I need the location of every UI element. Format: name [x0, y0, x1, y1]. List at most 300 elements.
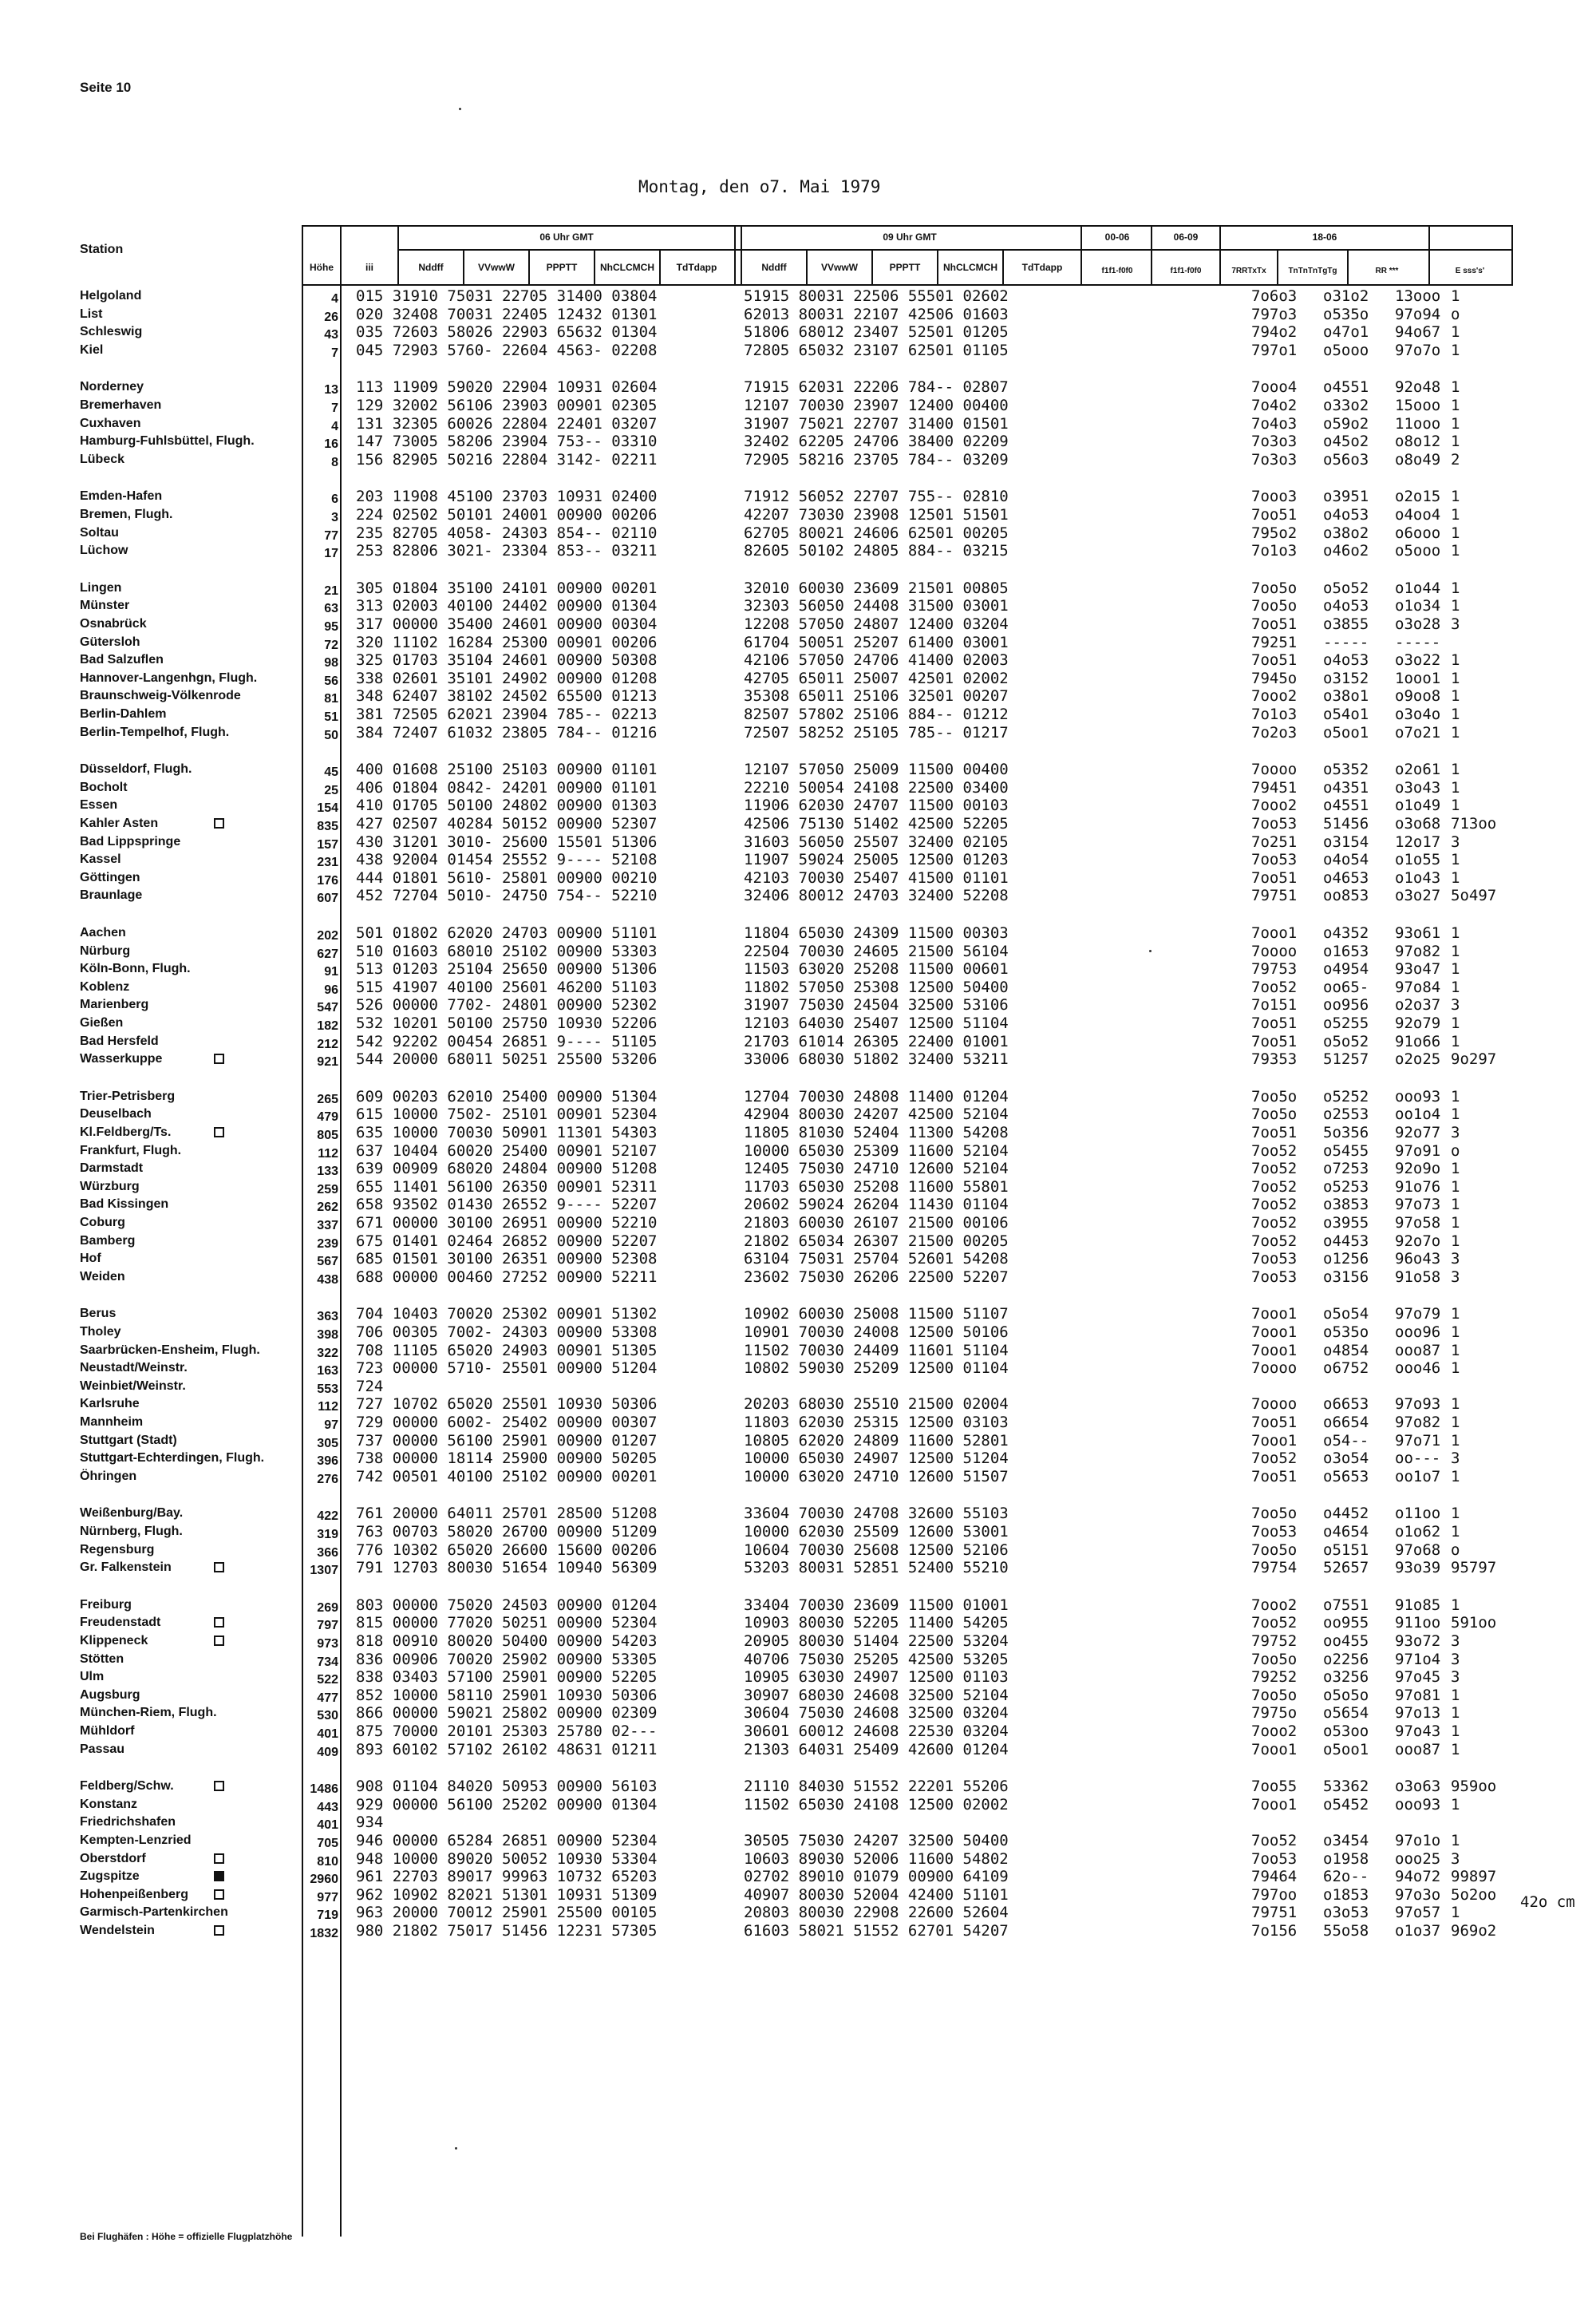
station-name: Köln-Bonn, Flugh.	[80, 962, 191, 976]
obs-06-group: 410 01705 50100 24802 00900 01303	[356, 797, 658, 815]
obs-r3: o11oo	[1395, 1505, 1441, 1523]
obs-09-group: 21303 64031 25409 42600 01204	[744, 1740, 1009, 1758]
station-name: Bad Lippspringe	[80, 834, 181, 848]
obs-r1: 7o6o3	[1251, 287, 1298, 305]
station-name: Feldberg/Schw.	[80, 1779, 174, 1794]
station-name: Mannheim	[80, 1415, 144, 1429]
obs-r3: 91o85	[1395, 1596, 1441, 1614]
station-row	[0, 323, 1596, 341]
obs-r4: 1	[1451, 1087, 1460, 1105]
station-height: 63	[324, 602, 338, 616]
obs-r1: 7ooo3	[1251, 488, 1298, 506]
obs-06-group: 685 01501 30100 26351 00900 52308	[356, 1250, 658, 1268]
obs-06-group: 427 02507 40284 50152 00900 52307	[356, 815, 658, 833]
grid-line	[741, 225, 742, 286]
station-header-label: Station	[80, 243, 124, 256]
obs-09-group: 72507 58252 25105 785-- 01217	[744, 723, 1009, 742]
station-row	[0, 1832, 1596, 1849]
col06-nddff: Nddff	[418, 262, 444, 273]
obs-r3: o3o4o	[1395, 706, 1441, 723]
obs-r4: 1	[1451, 978, 1460, 996]
station-height: 322	[317, 1346, 338, 1360]
station-row	[0, 1359, 1596, 1377]
obs-r4: 2	[1451, 450, 1460, 469]
col06-dewpoint: TdTdapp	[676, 262, 717, 273]
obs-r3: o1o44	[1395, 579, 1441, 597]
station-name: Coburg	[80, 1216, 125, 1229]
obs-09-group: 22504 70030 24605 21500 56104	[744, 942, 1009, 960]
station-row	[0, 1378, 1596, 1395]
obs-06-group: 637 10404 60020 25400 00901 52107	[356, 1141, 658, 1160]
station-height: 835	[317, 820, 338, 833]
obs-r2: o6653	[1323, 1395, 1369, 1414]
obs-r2: o6752	[1323, 1359, 1369, 1378]
obs-r2: o1256	[1323, 1250, 1369, 1268]
station-name: Kassel	[80, 852, 121, 867]
obs-r1: 79754	[1251, 1559, 1298, 1577]
obs-06-group: 934	[356, 1813, 384, 1832]
station-row	[0, 651, 1596, 669]
station-height: 1307	[310, 1564, 338, 1578]
col-r1-header: 00-06	[1104, 231, 1130, 243]
obs-09-group: 30505 75030 24207 32500 50400	[744, 1832, 1009, 1849]
obs-r2: o5151	[1323, 1541, 1369, 1559]
obs-06-group: 015 31910 75031 22705 31400 03804	[356, 287, 658, 305]
obs-09-group: 21110 84030 51552 22201 55206	[744, 1778, 1009, 1796]
station-height: 607	[317, 892, 338, 906]
station-height: 265	[317, 1092, 338, 1106]
obs-06-group: 852 10000 58110 25901 10930 50306	[356, 1686, 658, 1704]
station-row	[0, 670, 1596, 687]
obs-r1: 7ooo2	[1251, 797, 1298, 815]
obs-r1: 7o4o3	[1251, 414, 1298, 433]
obs-06-group: 708 11105 65020 24903 00901 51305	[356, 1341, 658, 1359]
obs-r4: 1	[1451, 1704, 1460, 1723]
station-name: Braunschweig-Völkenrode	[80, 689, 241, 703]
station-height: 409	[317, 1745, 338, 1759]
obs-r4: 1	[1451, 1795, 1460, 1813]
station-name: Bremen, Flugh.	[80, 508, 173, 521]
station-row	[0, 996, 1596, 1014]
obs-06-group: 635 10000 70030 50901 11301 54303	[356, 1124, 658, 1141]
obs-09-group: 10902 60030 25008 11500 51107	[744, 1305, 1009, 1323]
obs-r3: 93o47	[1395, 960, 1441, 979]
obs-09-group: 63104 75031 25704 52601 54208	[744, 1250, 1009, 1268]
obs-09-group: 11703 65030 25208 11600 55801	[744, 1177, 1009, 1196]
obs-09-group: 51915 80031 22506 55501 02602	[744, 287, 1009, 305]
obs-09-group: 35308 65011 25106 32501 00207	[744, 687, 1009, 706]
station-row	[0, 1414, 1596, 1431]
obs-r1: 79353	[1251, 1050, 1298, 1069]
obs-r3: oo1o7	[1395, 1467, 1441, 1485]
obs-r2: o3156	[1323, 1268, 1369, 1286]
grid-line	[397, 225, 399, 286]
obs-r2: o5o52	[1323, 579, 1369, 597]
obs-09-group: 53203 80031 52851 52400 55210	[744, 1559, 1009, 1577]
obs-r4: 3	[1451, 1632, 1460, 1650]
station-height: 401	[317, 1818, 338, 1833]
station-row	[0, 1559, 1596, 1576]
obs-r1: 7945o	[1251, 669, 1298, 687]
obs-r3: o2o37	[1395, 996, 1441, 1015]
obs-r4: 3	[1451, 996, 1460, 1015]
obs-r2: 62o--	[1323, 1868, 1369, 1886]
obs-09-group: 82605 50102 24805 884-- 03215	[744, 542, 1009, 560]
station-row	[0, 1323, 1596, 1341]
obs-r2: o47o1	[1323, 323, 1369, 342]
obs-06-group: 515 41907 40100 25601 46200 51103	[356, 978, 658, 996]
station-height: 438	[317, 1272, 338, 1287]
station-name: Bremerhaven	[80, 398, 162, 412]
station-row	[0, 1305, 1596, 1323]
obs-r2: o1958	[1323, 1849, 1369, 1868]
obs-r1: 7ooo1	[1251, 1740, 1298, 1758]
obs-r1: 7oo51	[1251, 1015, 1298, 1032]
footnote: Bei Flughäfen : Höhe = offizielle Flugplatzhöhe	[80, 2231, 293, 2242]
obs-09-group: 21802 65034 26307 21500 00205	[744, 1232, 1009, 1250]
station-height: 567	[317, 1255, 338, 1269]
obs-r4: 1	[1451, 1305, 1460, 1323]
obs-r4: 1	[1451, 1904, 1460, 1922]
station-name: Schleswig	[80, 325, 143, 339]
obs-r3: 97o1o	[1395, 1832, 1441, 1849]
station-name: Kahler Asten	[80, 817, 159, 830]
station-row	[0, 524, 1596, 542]
obs-r1: 797o1	[1251, 341, 1298, 359]
obs-r3: 971o4	[1395, 1650, 1441, 1668]
obs-09-group: 11502 70030 24409 11601 51104	[744, 1341, 1009, 1359]
station-name: Bad Hersfeld	[80, 1034, 159, 1048]
obs-06-group: 615 10000 7502- 25101 00901 52304	[356, 1105, 658, 1124]
obs-r3: 97o84	[1395, 978, 1441, 996]
station-height: 2960	[310, 1873, 338, 1887]
obs-06-group: 384 72407 61032 23805 784-- 01216	[356, 723, 658, 742]
col09-dewpoint: TdTdapp	[1021, 262, 1063, 273]
page-number-label: Seite 10	[80, 80, 132, 95]
station-height: 133	[317, 1165, 338, 1179]
obs-r4: 1	[1451, 651, 1460, 670]
obs-06-group: 639 00909 68020 24804 00900 51208	[356, 1160, 658, 1178]
station-row	[0, 451, 1596, 469]
obs-09-group: 12704 70030 24808 11400 01204	[744, 1087, 1009, 1105]
header-divider-line	[397, 249, 1513, 251]
obs-r3: 93o61	[1395, 924, 1441, 942]
grid-line	[937, 249, 938, 286]
obs-r4: 1	[1451, 1032, 1460, 1050]
grid-line	[659, 249, 661, 286]
obs-r2: 53362	[1323, 1778, 1369, 1796]
station-name: Gießen	[80, 1016, 124, 1030]
obs-r2: o5455	[1323, 1141, 1369, 1160]
obs-06-group: 763 00703 58020 26700 00900 51209	[356, 1523, 658, 1541]
station-row	[0, 1668, 1596, 1686]
obs-06-group: 035 72603 58026 22903 65632 01304	[356, 323, 658, 342]
grid-line	[528, 249, 530, 286]
obs-r3: o8o49	[1395, 450, 1441, 469]
obs-r3: 97o94	[1395, 305, 1441, 323]
obs-r1: 79252	[1251, 1668, 1298, 1687]
station-height: 16	[324, 437, 338, 452]
obs-r1: 7oo52	[1251, 978, 1298, 996]
obs-r4: 1	[1451, 1723, 1460, 1740]
obs-06-group: 129 32002 56106 23903 00901 02305	[356, 397, 658, 414]
obs-06-group: 776 10302 65020 26600 15600 00206	[356, 1541, 658, 1559]
obs-r4: 1	[1451, 797, 1460, 815]
obs-06-group: 929 00000 56100 25202 00900 01304	[356, 1795, 658, 1813]
obs-09-group: 31907 75030 24504 32500 53106	[744, 996, 1009, 1015]
obs-r2: 55o58	[1323, 1922, 1369, 1940]
station-name: Bocholt	[80, 780, 128, 794]
obs-09-group: 61704 50051 25207 61400 03001	[744, 633, 1009, 651]
station-row	[0, 1214, 1596, 1232]
obs-06-group: 738 00000 18114 25900 00900 50205	[356, 1450, 658, 1468]
obs-06-group: 609 00203 62010 25400 00900 51304	[356, 1087, 658, 1105]
station-name: Tholey	[80, 1325, 121, 1339]
obs-09-group: 32406 80012 24703 32400 52208	[744, 887, 1009, 905]
station-name: Augsburg	[80, 1687, 140, 1702]
obs-06-group: 761 20000 64011 25701 28500 51208	[356, 1505, 658, 1523]
station-height: 6	[331, 492, 338, 507]
station-row	[0, 887, 1596, 904]
obs-r3: o8o12	[1395, 433, 1441, 451]
station-name: Ulm	[80, 1670, 105, 1684]
mountain-station-box-icon	[214, 818, 224, 829]
station-name: Berus	[80, 1307, 117, 1321]
obs-r4: 1	[1451, 851, 1460, 869]
station-name: Helgoland	[80, 289, 142, 303]
station-height: 81	[324, 692, 338, 706]
obs-r4: 1	[1451, 323, 1460, 342]
obs-r2: oo455	[1323, 1632, 1369, 1650]
station-name: Wasserkuppe	[80, 1052, 163, 1066]
grid-line	[1002, 249, 1004, 286]
station-row	[0, 706, 1596, 723]
obs-r2: oo955	[1323, 1614, 1369, 1632]
obs-r3: ooo46	[1395, 1359, 1441, 1378]
station-row	[0, 1796, 1596, 1813]
obs-r4: 1	[1451, 1177, 1460, 1196]
station-name: Nürburg	[80, 943, 131, 958]
obs-09-group: 72905 58216 23705 784-- 03209	[744, 450, 1009, 469]
station-height: 921	[317, 1055, 338, 1070]
obs-r1: 7975o	[1251, 1704, 1298, 1723]
obs-06-group: 542 92202 00454 26851 9---- 51105	[356, 1032, 658, 1050]
mountain-station-box-icon	[214, 1781, 224, 1791]
mountain-station-box-icon	[214, 1853, 224, 1864]
obs-r4: 969o2	[1451, 1922, 1497, 1940]
obs-09-group: 30604 75030 24608 32500 03204	[744, 1704, 1009, 1723]
obs-r2: o38o2	[1323, 524, 1369, 542]
obs-r3: 97o91	[1395, 1141, 1441, 1160]
obs-06-group: 338 02601 35101 24902 00900 01208	[356, 669, 658, 687]
obs-06-group: 875 70000 20101 25303 25780 02---	[356, 1723, 658, 1740]
station-row	[0, 815, 1596, 833]
obs-06-group: 313 02003 40100 24402 00900 01304	[356, 597, 658, 615]
obs-r1: 79751	[1251, 1904, 1298, 1922]
obs-06-group: 671 00000 30100 26951 00900 52210	[356, 1214, 658, 1232]
station-name: Freudenstadt	[80, 1616, 161, 1630]
station-height: 627	[317, 947, 338, 961]
obs-06-group: 963 20000 70012 25901 25500 00105	[356, 1904, 658, 1922]
obs-r2: o45o2	[1323, 433, 1369, 451]
station-height: 530	[317, 1709, 338, 1723]
obs-r2: o6654	[1323, 1414, 1369, 1431]
obs-r1: 7ooo4	[1251, 378, 1298, 397]
obs-r1: 795o2	[1251, 524, 1298, 542]
obs-r2: 52657	[1323, 1559, 1369, 1577]
col06-clouds: NhCLCMCH	[600, 262, 654, 273]
station-row	[0, 833, 1596, 851]
obs-09-group: 12103 64030 25407 12500 51104	[744, 1015, 1009, 1032]
station-name: Freiburg	[80, 1597, 132, 1612]
obs-09-group: 20905 80030 51404 22500 53204	[744, 1632, 1009, 1650]
obs-r4: 1	[1451, 1832, 1460, 1849]
obs-r2: o59o2	[1323, 414, 1369, 433]
obs-r2: o4551	[1323, 797, 1369, 815]
station-height: 259	[317, 1182, 338, 1196]
station-name: Soltau	[80, 525, 119, 540]
obs-r2: o4o53	[1323, 506, 1369, 524]
obs-r2: o3154	[1323, 833, 1369, 851]
obs-r2: o4653	[1323, 868, 1369, 887]
obs-09-group: 11502 65030 24108 12500 02002	[744, 1795, 1009, 1813]
station-name: Passau	[80, 1742, 125, 1756]
obs-r4: 1	[1451, 488, 1460, 506]
obs-r2: o33o2	[1323, 397, 1369, 414]
grid-line	[594, 249, 595, 286]
obs-r3: 97o93	[1395, 1395, 1441, 1414]
obs-r3: 93o39	[1395, 1559, 1441, 1577]
obs-r1: 7oo52	[1251, 1196, 1298, 1214]
obs-09-group: 11906 62030 24707 11500 00103	[744, 797, 1009, 815]
obs-09-group: 22210 50054 24108 22500 03400	[744, 778, 1009, 797]
obs-06-group: 325 01703 35104 24601 00900 50308	[356, 651, 658, 670]
station-height: 973	[317, 1637, 338, 1651]
station-name: Osnabrück	[80, 617, 147, 631]
obs-09-group: 10604 70030 25608 12500 52106	[744, 1541, 1009, 1559]
station-name: Koblenz	[80, 979, 130, 994]
obs-r4: 1	[1451, 597, 1460, 615]
obs-06-group: 513 01203 25104 25650 00900 51306	[356, 960, 658, 979]
obs-r2: o5255	[1323, 1015, 1369, 1032]
station-name: Regensburg	[80, 1542, 155, 1556]
obs-r1: 7o156	[1251, 1922, 1298, 1940]
obs-09-group: 61603 58021 51552 62701 54207	[744, 1922, 1009, 1940]
obs-r2: o56o3	[1323, 450, 1369, 469]
obs-r2: o5o5o	[1323, 1686, 1369, 1704]
station-height: 7	[331, 346, 338, 360]
station-name: Göttingen	[80, 870, 140, 884]
obs-r1: 79751	[1251, 887, 1298, 905]
obs-r3: o1o34	[1395, 597, 1441, 615]
obs-06-group: 803 00000 75020 24503 00900 01204	[356, 1596, 658, 1614]
station-height: 1486	[310, 1782, 338, 1797]
obs-r1: 7ooo1	[1251, 924, 1298, 942]
station-name: Öhringen	[80, 1469, 137, 1483]
obs-r3: ooo93	[1395, 1087, 1441, 1105]
obs-06-group: 235 82705 4058- 24303 854-- 02110	[356, 524, 658, 542]
obs-r3: 97o71	[1395, 1431, 1441, 1450]
station-row	[0, 1813, 1596, 1831]
station-height: 479	[317, 1110, 338, 1125]
station-name: Kempten-Lenzried	[80, 1833, 192, 1847]
obs-r2: o4452	[1323, 1505, 1369, 1523]
station-name: Bamberg	[80, 1233, 136, 1248]
station-name: Berlin-Dahlem	[80, 707, 167, 721]
obs-r2: o535o	[1323, 1323, 1369, 1341]
obs-09-group: 20203 68030 25510 21500 02004	[744, 1395, 1009, 1414]
obs-09-group: 30601 60012 24608 22530 03204	[744, 1723, 1009, 1740]
station-row	[0, 1723, 1596, 1740]
obs-r3: 911oo	[1395, 1614, 1441, 1632]
obs-r4: 3	[1451, 833, 1460, 851]
obs-r4: 3	[1451, 1450, 1460, 1468]
obs-r2: o5452	[1323, 1795, 1369, 1813]
station-name: Marienberg	[80, 998, 149, 1012]
obs-r1: 7oo53	[1251, 1268, 1298, 1286]
station-row	[0, 1088, 1596, 1105]
obs-r4: 99897	[1451, 1868, 1497, 1886]
obs-r2: o54--	[1323, 1431, 1369, 1450]
obs-r1: 7ooo1	[1251, 1305, 1298, 1323]
obs-r3: 92o79	[1395, 1015, 1441, 1032]
obs-r2: o1653	[1323, 942, 1369, 960]
obs-r1: 7oo5o	[1251, 1505, 1298, 1523]
station-row	[0, 433, 1596, 450]
mountain-station-filled-icon	[214, 1871, 224, 1881]
obs-r2: o4352	[1323, 924, 1369, 942]
obs-r3: o1o37	[1395, 1922, 1441, 1940]
mountain-station-box-icon	[214, 1925, 224, 1936]
obs-r4: 3	[1451, 1668, 1460, 1687]
station-name: Kl.Feldberg/Ts.	[80, 1125, 172, 1139]
station-row	[0, 1614, 1596, 1632]
obs-r3: o1o43	[1395, 868, 1441, 887]
obs-r1: 7oo5o	[1251, 597, 1298, 615]
obs-r3: o2o15	[1395, 488, 1441, 506]
obs-06-group: 948 10000 89020 50052 10930 53304	[356, 1849, 658, 1868]
obs-r4: 1	[1451, 924, 1460, 942]
grid-line	[1080, 225, 1082, 286]
obs-r3: o1o62	[1395, 1523, 1441, 1541]
station-name: Norderney	[80, 380, 144, 394]
obs-06-group: 742 00501 40100 25102 00900 00201	[356, 1467, 658, 1485]
obs-r2: o4551	[1323, 378, 1369, 397]
obs-r2: o7551	[1323, 1596, 1369, 1614]
obs-r2: o2553	[1323, 1105, 1369, 1124]
obs-r4: 3	[1451, 1268, 1460, 1286]
obs-r1: 7o251	[1251, 833, 1298, 851]
station-row	[0, 851, 1596, 868]
obs-r3: 91o58	[1395, 1268, 1441, 1286]
station-row	[0, 1651, 1596, 1668]
obs-06-group: 438 92004 01454 25552 9---- 52108	[356, 851, 658, 869]
station-row	[0, 415, 1596, 433]
station-row	[0, 1178, 1596, 1196]
station-height: 398	[317, 1328, 338, 1342]
obs-r4: 1	[1451, 378, 1460, 397]
station-height: 98	[324, 656, 338, 670]
station-name: Düsseldorf, Flugh.	[80, 762, 192, 777]
obs-06-group: 655 11401 56100 26350 00901 52311	[356, 1177, 658, 1196]
obs-06-group: 980 21802 75017 51456 12231 57305	[356, 1922, 658, 1940]
station-row	[0, 943, 1596, 960]
obs-r3: 97o79	[1395, 1305, 1441, 1323]
obs-r1: 7o1o3	[1251, 706, 1298, 723]
obs-r1: 7oooo	[1251, 1359, 1298, 1378]
station-height: 337	[317, 1219, 338, 1232]
obs-r1: 7oo51	[1251, 615, 1298, 633]
